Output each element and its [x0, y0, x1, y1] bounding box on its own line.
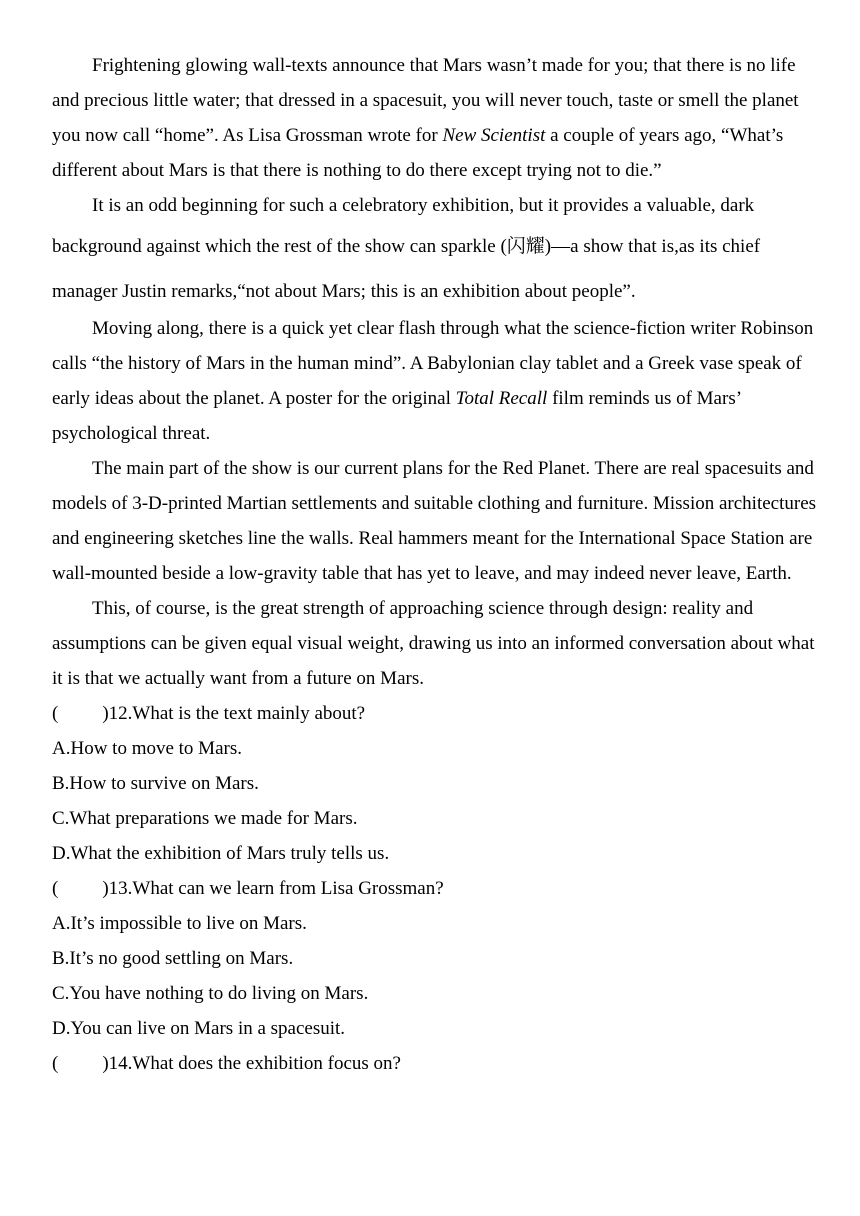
paragraph-2-text-2: background against which the rest of the show can sparkle (闪耀)—a show that is,as its chief	[52, 236, 761, 257]
question-text: )14.What does the exhibition focus on?	[102, 1053, 401, 1074]
document-page	[52, 48, 820, 1081]
paragraph-2-text-1: It is an odd beginning for such a celebratory exhibition, but it provides a valuable, dark	[92, 195, 755, 216]
paragraph-2-line-3	[52, 271, 820, 313]
answer-bracket-open: (	[52, 878, 59, 899]
paragraph-4: The main part of the show is our current plans for the Red Planet. There are real spacesuits and models of 3-D-printed Martian settlements and suitable clothing and furniture. Mission architectures and engineering sketches line the walls. Real hammers meant for the International Space Station are wall-mounted beside a low-gravity table that has yet to leave, and may indeed never leave, Earth.	[52, 458, 817, 584]
paragraph-3	[52, 311, 820, 451]
option-a: A.How to move to Mars.	[52, 738, 242, 759]
question-13	[52, 871, 820, 1046]
option-c: C.You have nothing to do living on Mars.	[52, 983, 369, 1004]
answer-bracket-open: (	[52, 703, 59, 724]
option-d: D.What the exhibition of Mars truly tells us.	[52, 843, 390, 864]
publication-title: New Scientist	[442, 125, 546, 146]
question-12	[52, 696, 820, 871]
question-14	[52, 1046, 820, 1081]
question-text: )13.What can we learn from Lisa Grossman?	[102, 878, 444, 899]
paragraph-3-text-b: film reminds us of Mars’ psychological threat.	[52, 388, 741, 444]
question-text: )12.What is the text mainly about?	[102, 703, 366, 724]
option-d: D.You can live on Mars in a spacesuit.	[52, 1018, 346, 1039]
paragraph-3-text-a: Moving along, there is a quick yet clear flash through what the science-fiction writer Robinson calls “the history of Mars in the human mind”. A Babylonian clay tablet and a Greek vase speak of early ideas about the planet. A poster for the original	[52, 318, 814, 409]
question-stem	[52, 696, 820, 731]
option-b: B.How to survive on Mars.	[52, 773, 259, 794]
option-b: B.It’s no good settling on Mars.	[52, 948, 294, 969]
paragraph-2-text-3: manager Justin remarks,“not about Mars; this is an exhibition about people”.	[52, 281, 636, 302]
question-stem	[52, 871, 820, 906]
paragraph-1-text-b: a couple of years ago, “What’s different about Mars is that there is nothing to do there except trying not to die.”	[52, 125, 784, 181]
option-c: C.What preparations we made for Mars.	[52, 808, 358, 829]
answer-bracket-open: (	[52, 1053, 59, 1074]
paragraph-1-text-a: Frightening glowing wall-texts announce that Mars wasn’t made for you; that there is no life and precious little water; that dressed in a spacesuit, you will never touch, taste or smell the planet you now call “home”. As Lisa Grossman wrote for	[52, 55, 799, 146]
paragraph-1	[52, 48, 820, 188]
option-a: A.It’s impossible to live on Mars.	[52, 913, 307, 934]
paragraph-5: This, of course, is the great strength of approaching science through design: reality and assumptions can be given equal visual weight, drawing us into an informed conversation about what it is that we actually want from a future on Mars.	[52, 598, 815, 689]
film-title: Total Recall	[455, 388, 548, 409]
question-stem	[52, 1046, 820, 1081]
paragraph-2-line-2	[52, 223, 820, 271]
paragraph-2-line-1	[52, 188, 820, 223]
